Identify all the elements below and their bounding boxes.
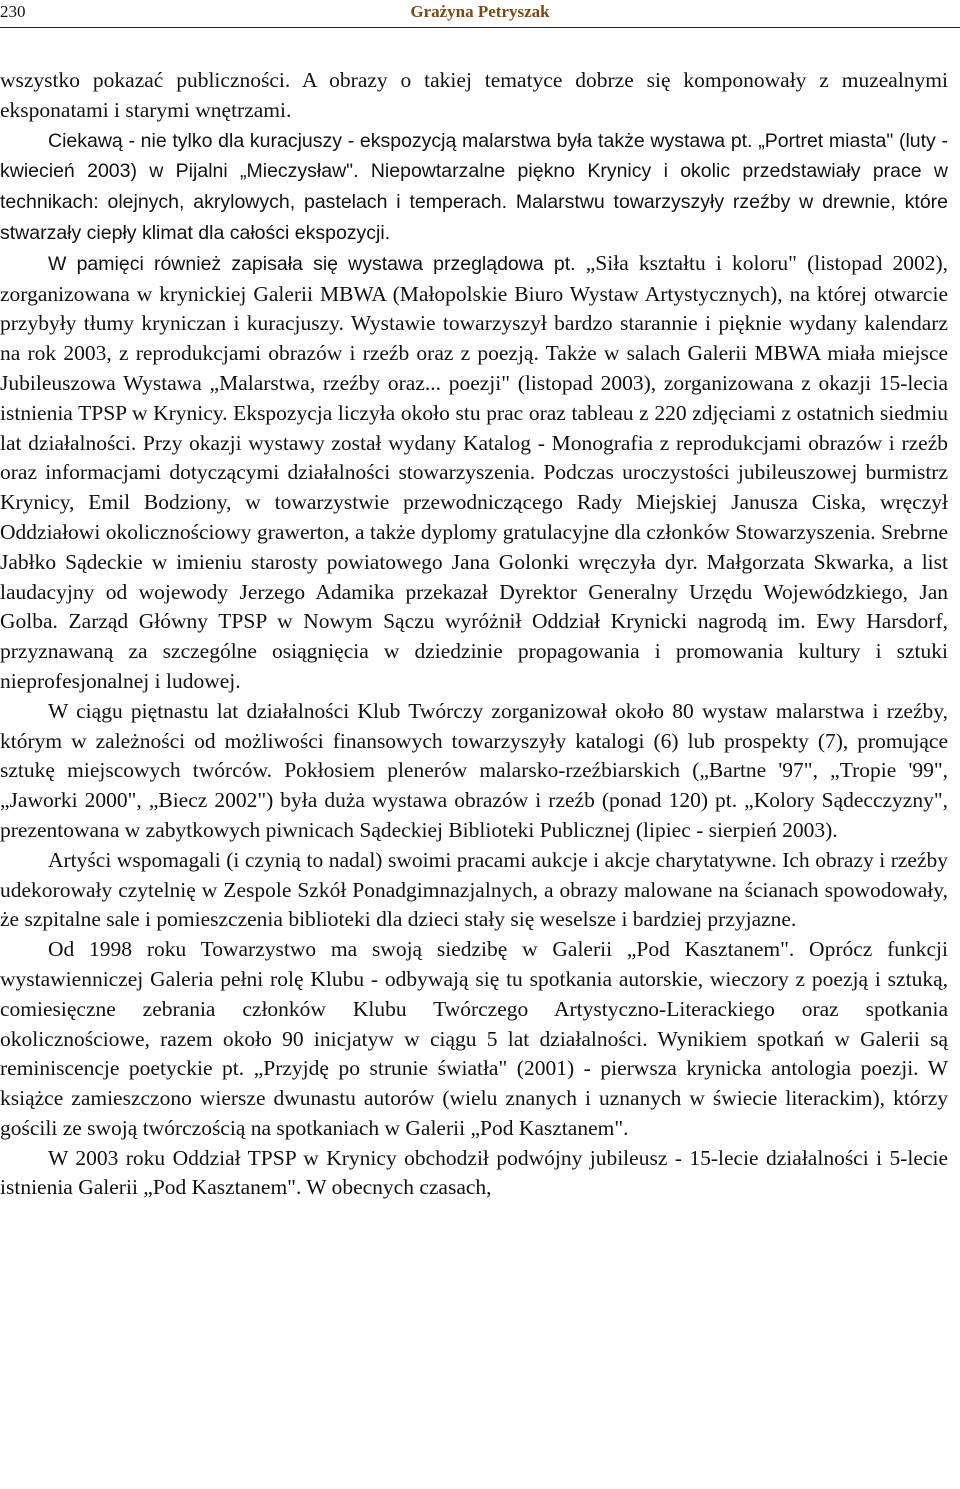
paragraph-1 <box>0 66 948 126</box>
paragraph-text: wszystko pokazać publiczności. A obrazy o takiej tematyce dobrze się komponowały z muzealnymi eksponatami i starymi wnętrzami. <box>0 68 948 122</box>
paragraph-2 <box>0 126 948 249</box>
body-text <box>0 66 948 1203</box>
paragraph-text: W 2003 roku Oddział TPSP w Krynicy obchodził podwójny jubileusz - 15-lecie działalności i 5-lecie istnienia Galerii „Pod Kasztanem". W obecnych czasach, <box>0 1145 948 1200</box>
paragraph-text: „Siła kształtu i koloru" (listopad 2002), zorganizowana w krynickiej Galerii MBWA (Małopolskie Biuro Wystaw Artystycznych), na której otwarcie przybyły tłumy kryniczan i kuracjuszy. Wystawie towarzyszył bardzo starannie i pięknie wydany kalendarz na rok 2003, z reprodukcjami obrazów i rzeźb oraz z poezją. Także w salach Galerii MBWA miała miejsce Jubileuszowa Wystawa „Malarstwa, rzeźby oraz... poezji" (listopad 2003), zorganizowana z okazji 15-lecia istnienia TPSP w Krynicy. Ekspozycja liczyła około stu prac oraz tableau z 220 zdjęciami z ostatnich siedmiu lat działalności. Przy okazji wystawy został wydany Katalog - Monografia z reprodukcjami obrazów i rzeźb oraz informacjami dotyczącymi działalności stowarzyszenia. Podczas uroczystości jubileuszowej burmistrz Krynicy, Emil Bodziony, w towarzystwie przewodniczącego Rady Miejskiej Janusza Ciska, wręczył Oddziałowi okolicznościowy grawerton, a także dyplomy gratulacyjne dla członków Stowarzyszenia. Srebrne Jabłko Sądeckie w imieniu starosty powiatowego Jana Golonki wręczyła dyr. Małgorzata Skwarka, a list laudacyjny od wojewody Jerzego Adamika przekazał Dyrektor Generalny Urzędu Wojewódzkiego, Jan Golba. Zarząd Główny TPSP w Nowym Sączu wyróżnił Oddział Krynicki nagrodą im. Ewy Harsdorf, przyznawaną za szczególne osiągnięcia w dziedzinie propagowania i promowania kultury i sztuki nieprofesjonalnej i ludowej. <box>0 250 948 693</box>
paragraph-5 <box>0 846 948 935</box>
paragraph-text: W pamięci również zapisała się wystawa przeglądowa pt. <box>48 252 586 275</box>
paragraph-7 <box>0 1144 948 1204</box>
paragraph-text: W ciągu piętnastu lat działalności Klub Twórczy zorganizował około 80 wystaw malarstwa i rzeźby, którym w zależności od możliwości finansowych towarzyszyły katalogi (6) lub prospekty (7), promujące sztukę miejscowych twórców. Pokłosiem plenerów malarsko-rzeźbiarskich („Bartne '97", „Tropie '99", „Jaworki 2000", „Biecz 2002") była duża wystawa obrazów i rzeźb (ponad 120) pt. „Kolory Sądecczyzny", prezentowana w zabytkowych piwnicach Sądeckiej Biblioteki Publicznej (lipiec - sierpień 2003). <box>0 698 948 842</box>
page-number: 230 <box>0 2 26 21</box>
paragraph-text: Od 1998 roku Towarzystwo ma swoją siedzibę w Galerii „Pod Kasztanem". Oprócz funkcji wystawienniczej Galeria pełni rolę Klubu - odbywają się tu spotkania autorskie, wieczory z poezją i sztuką, comiesięczne zebrania członków Klubu Twórczego Artystyczno-Literackiego oraz spotkania okolicznościowe, razem około 90 inicjatyw w ciągu 5 lat działalności. Wynikiem spotkań w Galerii są reminiscencje poetyckie pt. „Przyjdę po strunie światła" (2001) - pierwsza krynicka antologia poezji. W książce zamieszczono wiersze dwunastu autorów (wielu znanych i uznanych w świecie literackim), którzy gościli ze swoją twórczością na spotkaniach w Galerii „Pod Kasztanem". <box>0 937 948 1140</box>
paragraph-text: Ciekawą - nie tylko dla kuracjuszy - ekspozycją malarstwa była także wystawa pt. „Portret miasta" (luty - kwiecień 2003) w Pijalni „Mieczysław". Niepowtarzalne piękno Krynicy i okolic przedstawiały prace w technikach: olejnych, akrylowych, pastelach i temperach. Malarstwu towarzyszyły rzeźby w drewnie, które stwarzały ciepły klimat dla całości ekspozycji. <box>0 129 948 244</box>
paragraph-text: Artyści wspomagali (i czynią to nadal) swoimi pracami aukcje i akcje charytatywne. Ich obrazy i rzeźby udekorowały czytelnię w Zespole Szkół Ponadgimnazjalnych, a obrazy malowane na ścianach spowodowały, że szpitalne sale i pomieszczenia biblioteki dla dzieci stały się weselsze i bardziej przyjazne. <box>0 847 948 932</box>
running-head: Grażyna Petryszak <box>410 2 550 21</box>
page-header <box>0 0 960 28</box>
paragraph-3 <box>0 249 948 697</box>
paragraph-4 <box>0 697 948 846</box>
paragraph-6 <box>0 935 948 1144</box>
